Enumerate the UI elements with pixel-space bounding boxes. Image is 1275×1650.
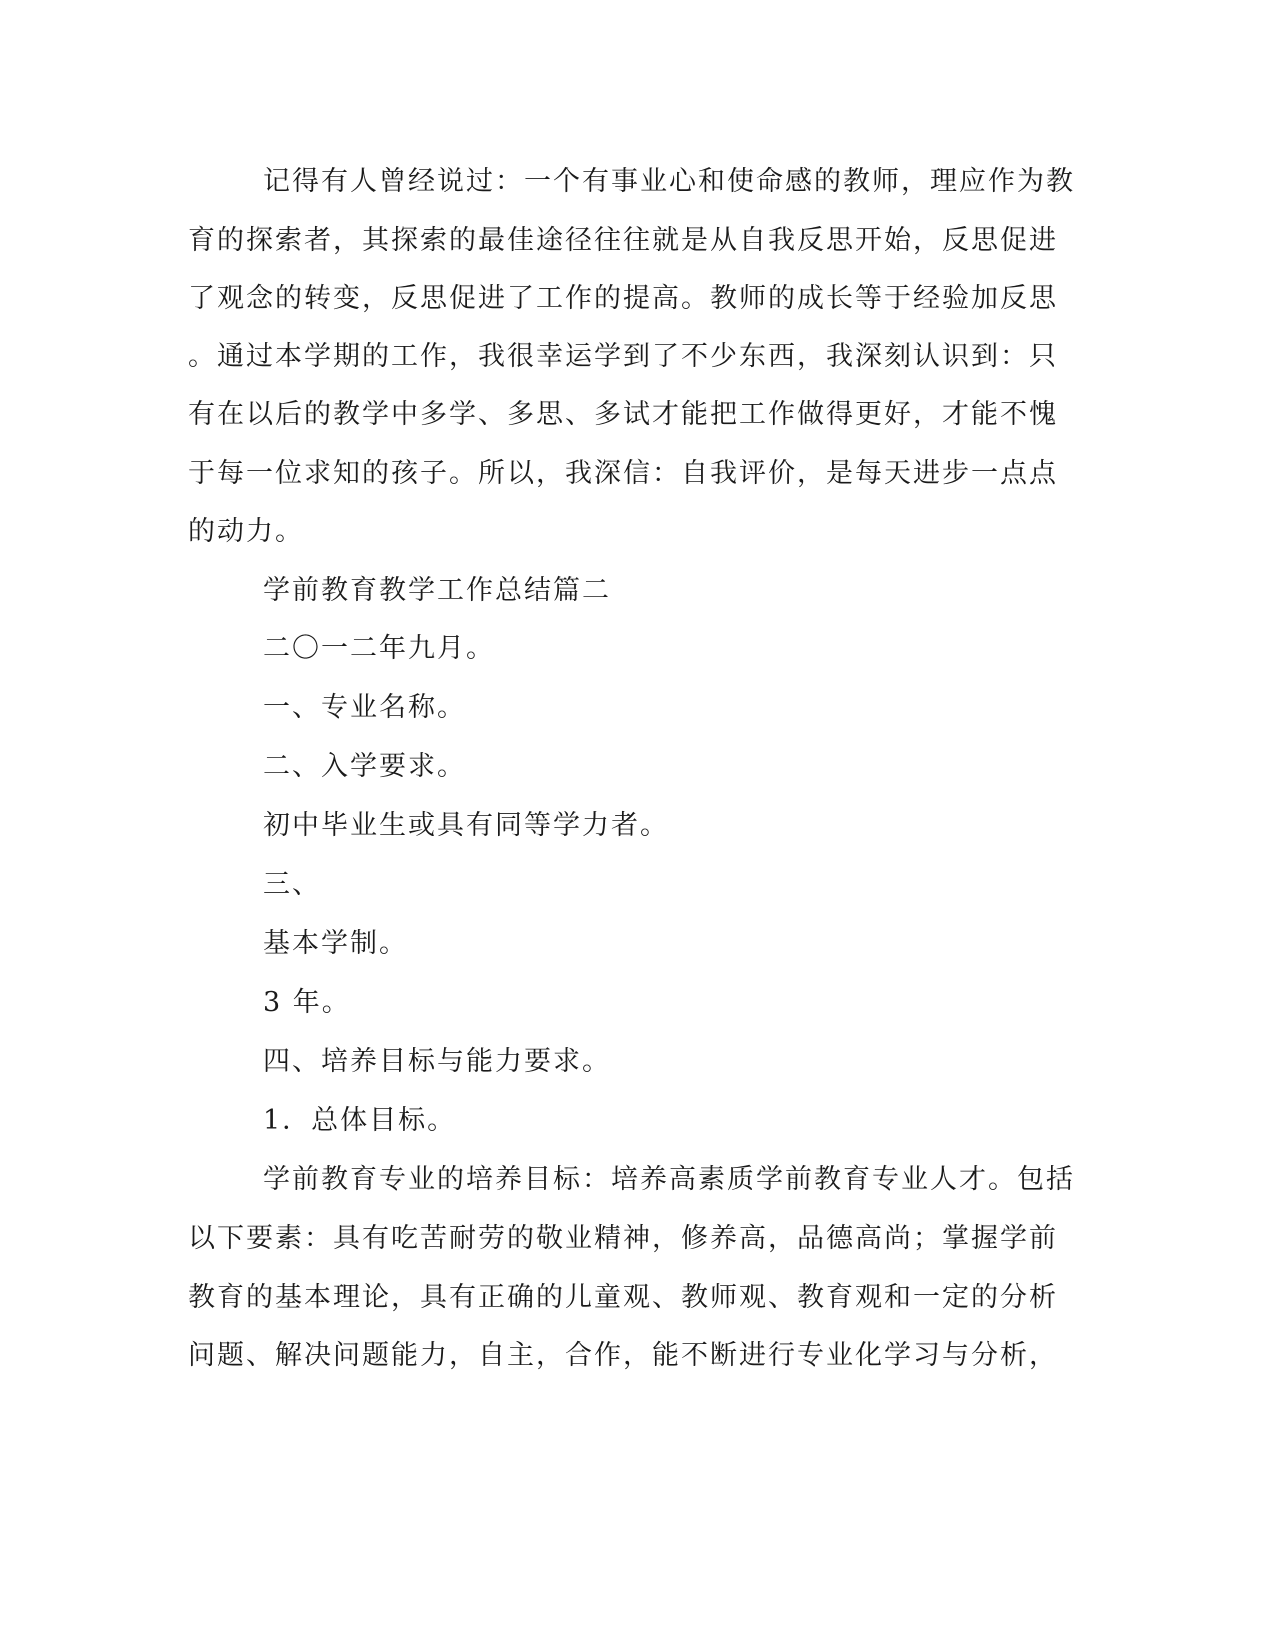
paragraph-1-line-1: 记得有人曾经说过：一个有事业心和使命感的教师，理应作为教 <box>263 166 1075 197</box>
paragraph-1-line-6: 于每一位求知的孩子。所以，我深信：自我评价，是每天进步一点点 <box>188 458 1058 489</box>
item-4-heading: 四、培养目标与能力要求。 <box>263 1046 611 1077</box>
item-3-heading: 三、 <box>263 869 321 900</box>
item-3-value: 3 年。 <box>263 987 351 1018</box>
item-2-heading: 二、入学要求。 <box>263 751 466 782</box>
item-4-subheading: 1．总体目标。 <box>263 1105 457 1136</box>
date-line: 二〇一二年九月。 <box>263 633 495 664</box>
paragraph-1-line-7: 的动力。 <box>188 516 304 547</box>
section-heading: 学前教育教学工作总结篇二 <box>263 575 611 606</box>
paragraph-2-line-4: 问题、解决问题能力，自主，合作，能不断进行专业化学习与分析， <box>188 1340 1058 1371</box>
paragraph-2-line-3: 教育的基本理论，具有正确的儿童观、教师观、教育观和一定的分析 <box>188 1282 1058 1313</box>
paragraph-1-line-5: 有在以后的教学中多学、多思、多试才能把工作做得更好，才能不愧 <box>188 399 1058 430</box>
item-2-text: 初中毕业生或具有同等学力者。 <box>263 810 669 841</box>
paragraph-1-line-3: 了观念的转变，反思促进了工作的提高。教师的成长等于经验加反思 <box>188 283 1058 314</box>
paragraph-2-line-1: 学前教育专业的培养目标：培养高素质学前教育专业人才。包括 <box>263 1164 1075 1195</box>
paragraph-1-line-2: 育的探索者，其探索的最佳途径往往就是从自我反思开始，反思促进 <box>188 225 1058 256</box>
item-1-heading: 一、专业名称。 <box>263 692 466 723</box>
paragraph-2-line-2: 以下要素：具有吃苦耐劳的敬业精神，修养高，品德高尚；掌握学前 <box>188 1223 1058 1254</box>
item-3-text: 基本学制。 <box>263 928 408 959</box>
paragraph-1-line-4: 。通过本学期的工作，我很幸运学到了不少东西，我深刻认识到：只 <box>188 341 1058 372</box>
